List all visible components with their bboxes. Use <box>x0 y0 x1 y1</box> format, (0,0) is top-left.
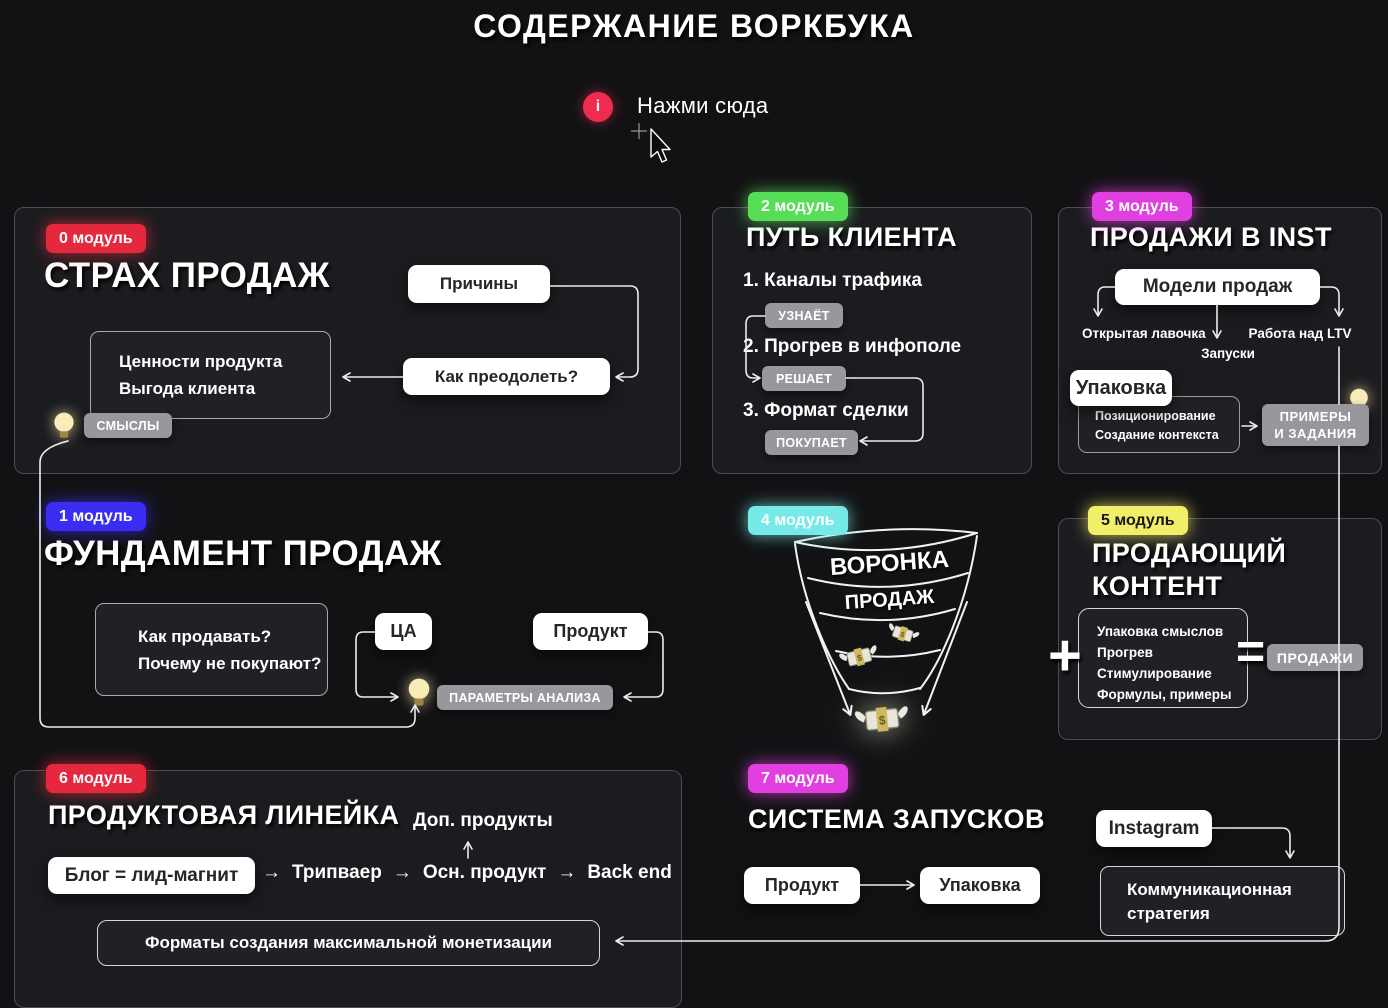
money-with-wings-icon <box>848 693 916 743</box>
chain-tripwire: Трипваер <box>292 862 382 883</box>
blog-leadmagnet-box: Блог = лид-магнит <box>48 857 255 894</box>
sales-models-box: Модели продаж <box>1115 269 1320 305</box>
client-path-step-3: 3. Формат сделки <box>743 400 909 421</box>
info-button[interactable] <box>583 92 613 122</box>
module-5-badge: 5 модуль <box>1088 506 1188 535</box>
examples-badge <box>1262 404 1369 446</box>
svg-text:$: $ <box>878 713 887 728</box>
formats-box: Форматы создания максимальной монетизации <box>97 920 600 966</box>
lightbulb-icon <box>406 676 432 712</box>
module-6-title: ПРОДУКТОВАЯ ЛИНЕЙКА <box>48 800 400 830</box>
arrow-right-icon: → <box>392 862 412 883</box>
module-7-title: СИСТЕМА ЗАПУСКОВ <box>748 804 1045 834</box>
launch-product-box: Продукт <box>744 867 860 904</box>
step-3-tag: ПОКУПАЕТ <box>765 430 858 455</box>
client-path-step-2: 2. Прогрев в инфополе <box>743 336 962 357</box>
module-7-badge: 7 модуль <box>748 764 848 793</box>
step-2-tag: РЕШАЕТ <box>762 366 846 391</box>
questions-line-1: Как продавать? <box>138 627 272 646</box>
values-line-2: Выгода клиента <box>119 379 256 398</box>
cursor-icon <box>651 129 670 162</box>
client-path-step-1: 1. Каналы трафика <box>743 270 922 291</box>
svg-text:$: $ <box>855 652 863 664</box>
module-3-badge: 3 модуль <box>1092 192 1192 221</box>
module-1-badge: 1 модуль <box>46 502 146 531</box>
questions-box <box>95 603 328 696</box>
examples-line-2: И ЗАДАНИЯ <box>1274 426 1357 441</box>
module-2-title: ПУТЬ КЛИЕНТА <box>746 222 958 252</box>
values-line-1: Ценности продукта <box>119 352 283 371</box>
communication-strategy-box <box>1100 866 1345 936</box>
examples-line-1: ПРИМЕРЫ <box>1279 409 1352 424</box>
equals-icon: = <box>1236 623 1266 679</box>
instagram-box: Instagram <box>1096 810 1212 847</box>
arrow-right-icon: → <box>557 862 577 883</box>
chain-main-product: Осн. продукт <box>422 862 547 883</box>
target-audience-box: ЦА <box>375 613 432 650</box>
overcome-box: Как преодолеть? <box>403 358 610 395</box>
reasons-box: Причины <box>408 265 550 303</box>
component-3: Стимулирование <box>1097 666 1212 681</box>
extra-products-label: Доп. продукты <box>413 810 553 831</box>
module-1-title: ФУНДАМЕНТ ПРОДАЖ <box>44 534 442 573</box>
arrow-right-icon: → <box>262 862 281 883</box>
info-hint-label[interactable]: Нажми сюда <box>637 93 769 118</box>
branch-launches: Запуски <box>1201 346 1255 361</box>
sales-result-badge: ПРОДАЖИ <box>1267 644 1363 671</box>
module-2-badge: 2 модуль <box>748 192 848 221</box>
crosshair-icon <box>631 123 647 139</box>
launch-packaging-box: Упаковка <box>920 867 1040 904</box>
values-box <box>90 331 331 419</box>
packaging-detail-2: Создание контекста <box>1095 428 1219 442</box>
strategy-line-2: стратегия <box>1127 904 1210 923</box>
funnel-title-line-1: ВОРОНКА <box>829 545 950 582</box>
page-title: СОДЕРЖАНИЕ ВОРКБУКА <box>473 8 915 44</box>
module-5-title-line-1: ПРОДАЮЩИЙ <box>1092 538 1287 568</box>
product-chain <box>262 862 672 884</box>
module-0-badge: 0 модуль <box>46 224 146 253</box>
module-6-badge: 6 модуль <box>46 764 146 793</box>
branch-ltv: Работа над LTV <box>1248 326 1352 341</box>
svg-text:$: $ <box>899 630 906 640</box>
packaging-detail-1: Позиционирование <box>1095 409 1216 423</box>
funnel-title-line-2: ПРОДАЖ <box>844 585 935 615</box>
chain-backend: Back end <box>587 862 672 883</box>
component-1: Упаковка смыслов <box>1097 624 1224 639</box>
content-components-box <box>1078 608 1248 708</box>
lightbulb-icon <box>52 410 76 444</box>
packaging-box: Упаковка <box>1070 370 1172 406</box>
questions-line-2: Почему не покупают? <box>138 654 322 673</box>
module-3-title: ПРОДАЖИ В INST <box>1090 222 1332 252</box>
branch-open-shop: Открытая лавочка <box>1082 326 1206 341</box>
module-5-title-line-2: КОНТЕНТ <box>1092 571 1223 601</box>
money-with-wings-icon <box>833 635 885 677</box>
plus-icon: + <box>1048 623 1082 688</box>
component-4: Формулы, примеры <box>1097 687 1232 702</box>
meanings-badge: СМЫСЛЫ <box>84 413 172 438</box>
module-0-title: СТРАХ ПРОДАЖ <box>44 256 330 295</box>
component-2: Прогрев <box>1097 645 1153 660</box>
strategy-line-1: Коммуникационная <box>1127 880 1292 899</box>
info-icon: i <box>595 98 601 115</box>
product-box: Продукт <box>533 613 648 650</box>
money-with-wings-icon <box>881 615 925 651</box>
module-4-badge: 4 модуль <box>748 506 848 535</box>
analysis-params-badge: ПАРАМЕТРЫ АНАЛИЗА <box>437 685 613 710</box>
step-1-tag: УЗНАЁТ <box>765 303 843 328</box>
